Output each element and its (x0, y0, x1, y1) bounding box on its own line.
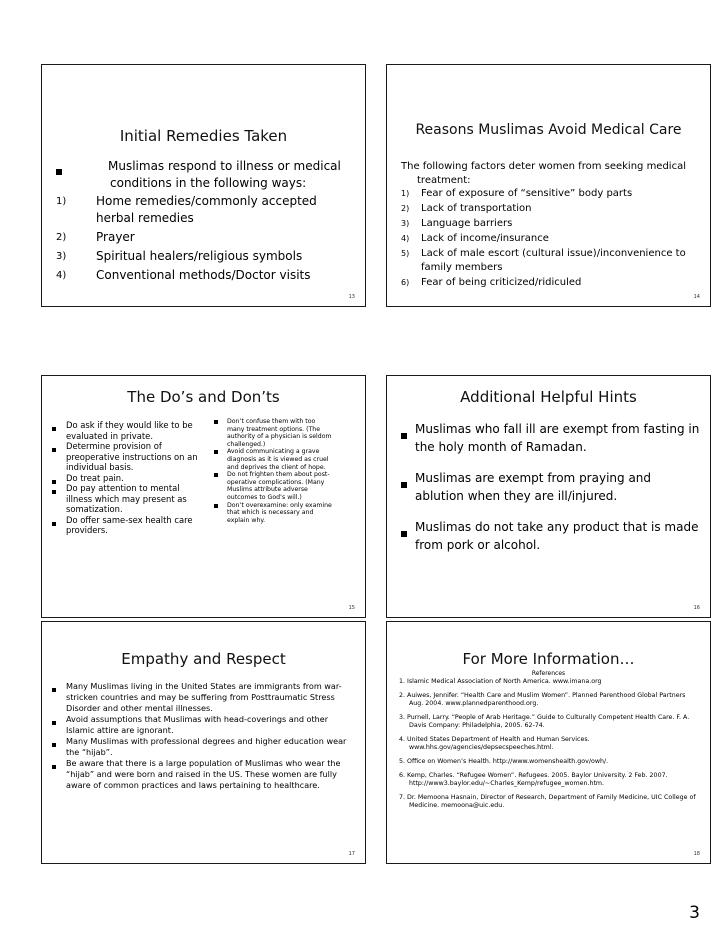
reference-item: 3. Purnell, Larry. “People of Arab Heritage.” Guide to Culturally Competent Health Care. F. A. Davis Company: Philadelphia, 2005. 62-74. (399, 714, 690, 729)
list-item: 1) Fear of exposure of “sensitive” body parts (401, 188, 633, 199)
list-item: 4) Lack of income/insurance (401, 233, 549, 244)
list-item: Be aware that there is a large population of Muslimas who wear the “hijab” and were born and raised in the US. These women are fully aware of common practices and laws pertaining to healthcare. (52, 758, 352, 791)
slide-title: Initial Remedies Taken (119, 127, 288, 145)
list-item: 4) Conventional methods/Doctor visits (56, 268, 311, 282)
list-item: Do treat pain. (52, 473, 202, 484)
slide-number: 16 (693, 605, 700, 611)
donts-list (214, 418, 334, 524)
slide-title: For More Information… (462, 650, 635, 668)
slide-number: 14 (693, 294, 700, 300)
list-item: Do pay attention to mental illness which may present as somatization. (52, 483, 202, 515)
square-bullet-icon (401, 482, 407, 488)
reference-item: 5. Office on Women’s Health. http://www.womenshealth.gov/owh/. (399, 758, 609, 765)
slide-title: The Do’s and Don’ts (127, 388, 280, 406)
list-item: Don’t confuse them with too many treatment options. (The authority of a physician is seldom challenged.) (214, 418, 334, 448)
square-bullet-icon (52, 448, 56, 452)
list-item: Avoid assumptions that Muslimas with head-coverings and other Islamic attire are ignorant. (52, 714, 352, 736)
list-item: 6) Fear of being criticized/ridiculed (401, 277, 582, 288)
slide-title: Empathy and Respect (121, 650, 286, 668)
list-item: Many Muslimas living in the United States are immigrants from war-stricken countries and may be suffering from Posttraumatic Stress Disorder and other mental illnesses. (52, 681, 352, 714)
slide-number: 17 (348, 851, 355, 857)
references-heading: References (531, 670, 566, 677)
slide-helpful-hints (386, 375, 711, 618)
list-item: 1) Home remedies/commonly accepted herbal remedies (56, 194, 317, 225)
list-item: 3) Language barriers (401, 218, 513, 229)
reference-item: 7. Dr. Memoona Hasnain, Director of Research, Department of Family Medicine, UIC College of Medicine. memoona@uic.edu. (399, 794, 696, 809)
square-bullet-icon (52, 743, 56, 747)
page-number: 3 (689, 903, 700, 923)
slide-number: 18 (693, 851, 700, 857)
bullet-list (58, 158, 358, 192)
square-bullet-icon (401, 433, 407, 439)
square-bullet-icon (401, 531, 407, 537)
reference-item: 4. United States Department of Health and Human Services. www.hhs.gov/agencies/depsecspeeches.html. (399, 736, 590, 751)
list-item: 2) Prayer (56, 230, 135, 244)
list-item: 5) Lack of male escort (cultural issue)/inconvenience to family members (401, 248, 686, 273)
slide-title: Reasons Muslimas Avoid Medical Care (415, 122, 682, 138)
slide-initial-remedies (41, 64, 366, 307)
slide-number: 15 (348, 605, 355, 611)
square-bullet-icon (52, 688, 56, 692)
list-item: Muslimas who fall ill are exempt from fasting in the holy month of Ramadan. (401, 420, 701, 456)
list-item: Muslimas respond to illness or medical conditions in the following ways: (58, 158, 358, 192)
list-item: Do offer same-sex health care providers. (52, 515, 202, 536)
list-item: Muslimas do not take any product that is made from pork or alcohol. (401, 518, 701, 554)
hints-list (401, 420, 701, 554)
slide-number: 13 (348, 294, 355, 300)
list-item: Muslimas are exempt from praying and ablution when they are ill/injured. (401, 469, 701, 505)
slide-title: Additional Helpful Hints (460, 388, 637, 406)
reference-item: 1. Islamic Medical Association of North America. www.imana.org (399, 678, 602, 685)
list-item: Don’t overexamine: only examine that which is necessary and explain why. (214, 502, 334, 525)
slide-more-information (386, 621, 711, 864)
square-bullet-icon (214, 420, 218, 424)
slide-empathy-respect (41, 621, 366, 864)
slide-reasons-avoid-care (386, 64, 711, 307)
square-bullet-icon (214, 504, 218, 508)
reference-item: 6. Kemp, Charles. “Refugee Women”. Refugees. 2005. Baylor University. 2 Feb. 2007. http://www3.baylor.edu/~Charles_Kemp/refugee_women.htm. (399, 772, 668, 787)
list-item: Many Muslimas with professional degrees and higher education wear the “hijab”. (52, 736, 352, 758)
square-bullet-icon (52, 427, 56, 431)
list-item: Determine provision of preoperative instructions on an individual basis. (52, 441, 202, 473)
square-bullet-icon (52, 721, 56, 725)
square-bullet-icon (56, 169, 62, 175)
list-item: Do ask if they would like to be evaluated in private. (52, 420, 202, 441)
numbered-list (401, 187, 701, 290)
square-bullet-icon (214, 473, 218, 477)
list-item: Do not frighten them about post-operative complications. (Many Muslims attribute adverse outcomes to God’s will.) (214, 471, 334, 501)
square-bullet-icon (52, 522, 56, 526)
dos-list (52, 420, 202, 536)
bullet-list (52, 681, 352, 791)
list-item: 2) Lack of transportation (401, 203, 532, 214)
list-item: Avoid communicating a grave diagnosis as it is viewed as cruel and deprives the client of hope. (214, 448, 334, 471)
slide-dos-donts (41, 375, 366, 618)
square-bullet-icon (52, 765, 56, 769)
lead-text: The following factors deter women from seeking medical treatment: (401, 161, 686, 186)
reference-item: 2. Auiwes, Jennifer. “Health Care and Muslim Women”. Planned Parenthood Global Partners Aug. 2004. www.plannedparenthood.org. (399, 692, 686, 707)
square-bullet-icon (52, 490, 56, 494)
square-bullet-icon (214, 450, 218, 454)
numbered-list (56, 193, 356, 284)
list-item: 3) Spiritual healers/religious symbols (56, 249, 303, 263)
references-list (399, 678, 699, 816)
